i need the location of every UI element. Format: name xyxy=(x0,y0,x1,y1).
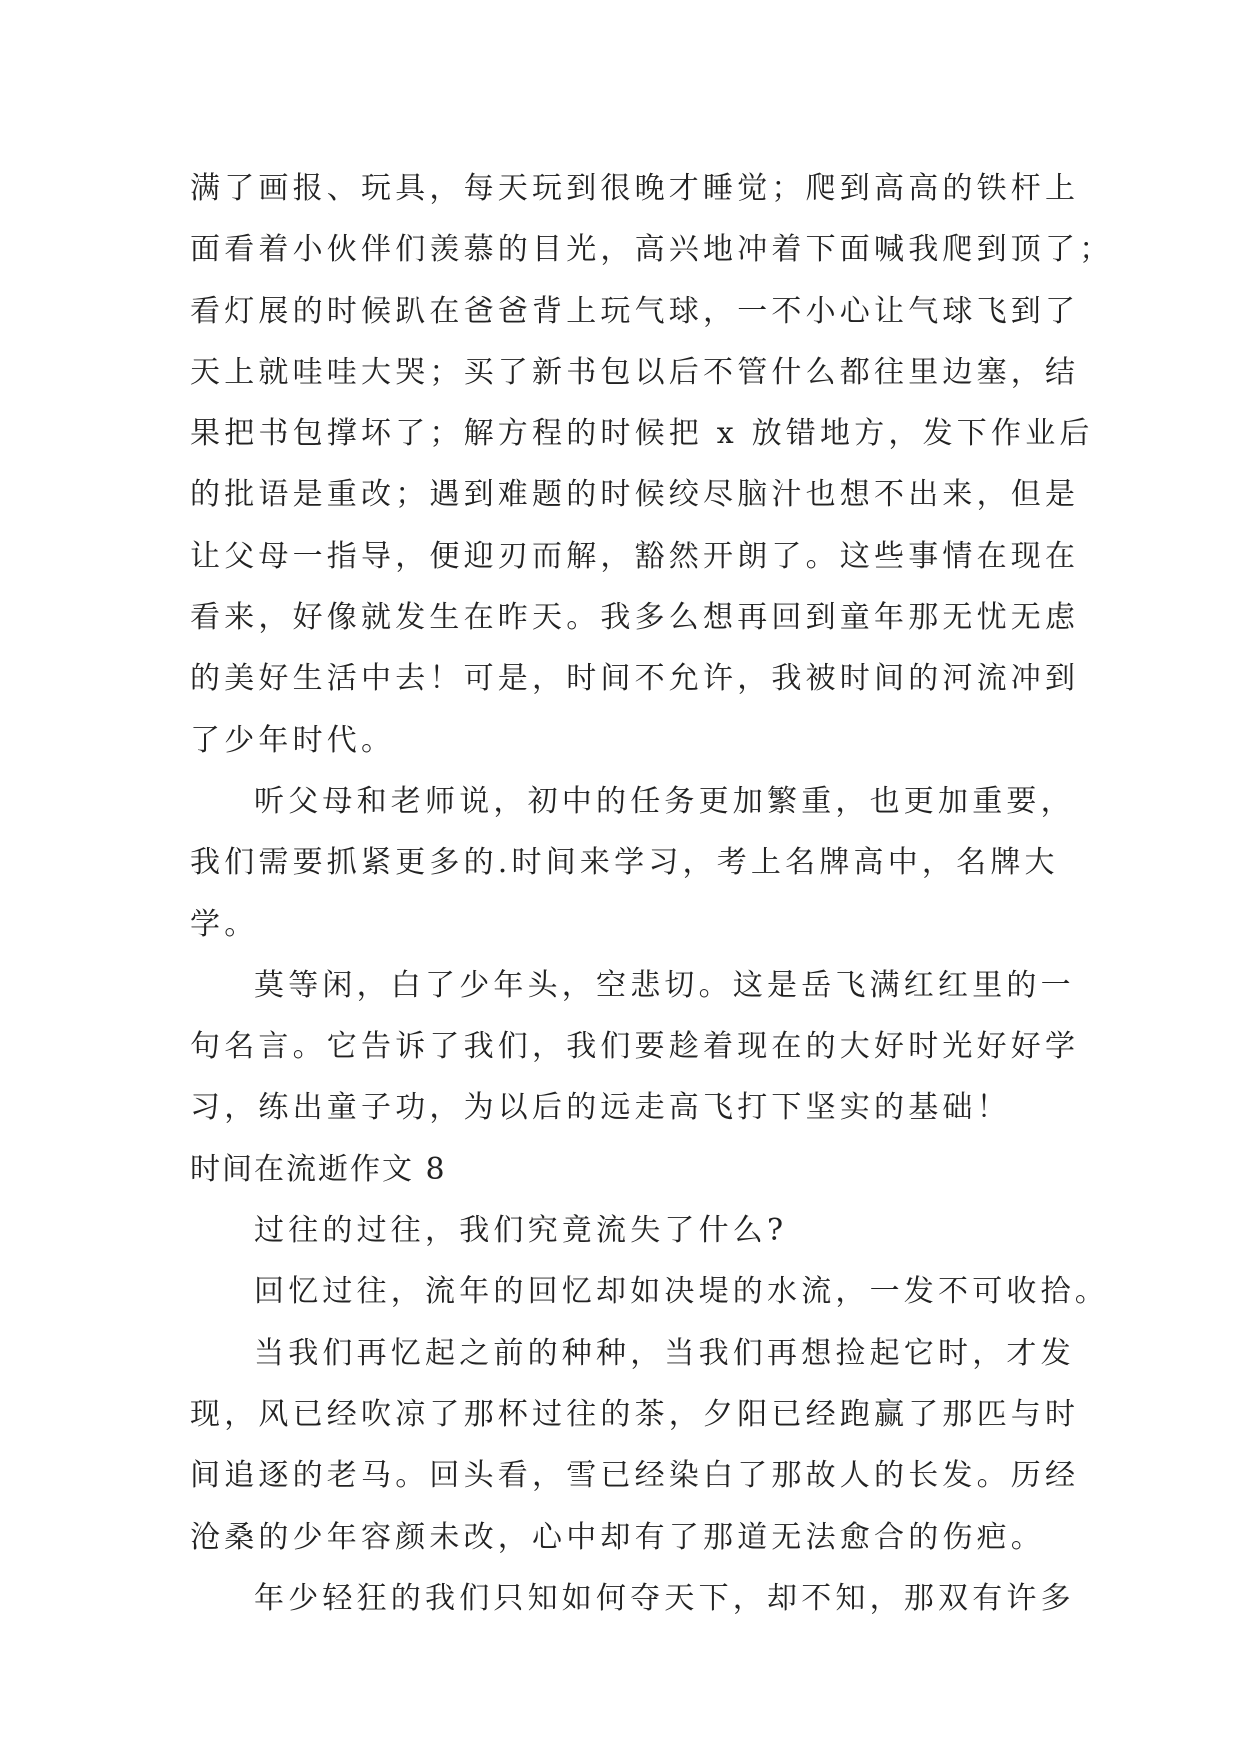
text-line: 习，练出童子功，为以后的远走高飞打下坚实的基础！ xyxy=(190,1090,1011,1126)
section-heading: 时间在流逝作文 8 xyxy=(190,1151,447,1187)
paragraph-first-line: 当我们再忆起之前的种种，当我们再想捡起它时，才发 xyxy=(254,1335,1075,1371)
text-line: 的批语是重改；遇到难题的时候绞尽脑汁也想不出来，但是 xyxy=(190,477,1080,513)
text-line: 学。 xyxy=(190,906,259,942)
paragraph-first-line: 过往的过往，我们究竟流失了什么? xyxy=(254,1213,788,1249)
text-line: 沧桑的少年容颜未改，心中却有了那道无法愈合的伤疤。 xyxy=(190,1519,1045,1555)
paragraph-first-line: 回忆过往，流年的回忆却如决堤的水流，一发不可收拾。 xyxy=(254,1274,1109,1310)
text-line: 让父母一指导，便迎刃而解，豁然开朗了。这些事情在现在 xyxy=(190,538,1080,574)
text-line: 看来，好像就发生在昨天。我多么想再回到童年那无忧无虑 xyxy=(190,600,1080,636)
text-line: 我们需要抓紧更多的.时间来学习，考上名牌高中，名牌大 xyxy=(190,845,1059,881)
document-body xyxy=(190,158,1114,1629)
paragraph-first-line: 听父母和老师说，初中的任务更加繁重，也更加重要， xyxy=(254,783,1075,819)
text-line: 了少年时代。 xyxy=(190,722,396,758)
text-line: 满了画报、玩具，每天玩到很晚才睡觉；爬到高高的铁杆上 xyxy=(190,171,1080,206)
text-line: 天上就哇哇大哭；买了新书包以后不管什么都往里边塞，结 xyxy=(190,354,1080,390)
text-line: 间追逐的老马。回头看，雪已经染白了那故人的长发。历经 xyxy=(190,1458,1080,1494)
text-line: 果把书包撑坏了；解方程的时候把 x 放错地方，发下作业后 xyxy=(190,416,1094,452)
text-line: 句名言。它告诉了我们，我们要趁着现在的大好时光好好学 xyxy=(190,1029,1080,1065)
paragraph-first-line: 年少轻狂的我们只知如何夺天下，却不知，那双有许多 xyxy=(254,1580,1075,1616)
text-line: 现，风已经吹凉了那杯过往的茶，夕阳已经跑赢了那匹与时 xyxy=(190,1396,1080,1432)
text-line: 面看着小伙伴们羡慕的目光，高兴地冲着下面喊我爬到顶了； xyxy=(190,232,1114,268)
text-line: 的美好生活中去！可是，时间不允许，我被时间的河流冲到 xyxy=(190,661,1080,697)
paragraph-first-line: 莫等闲，白了少年头，空悲切。这是岳飞满红红里的一 xyxy=(254,967,1075,1003)
text-line: 看灯展的时候趴在爸爸背上玩气球，一不小心让气球飞到了 xyxy=(190,293,1080,329)
